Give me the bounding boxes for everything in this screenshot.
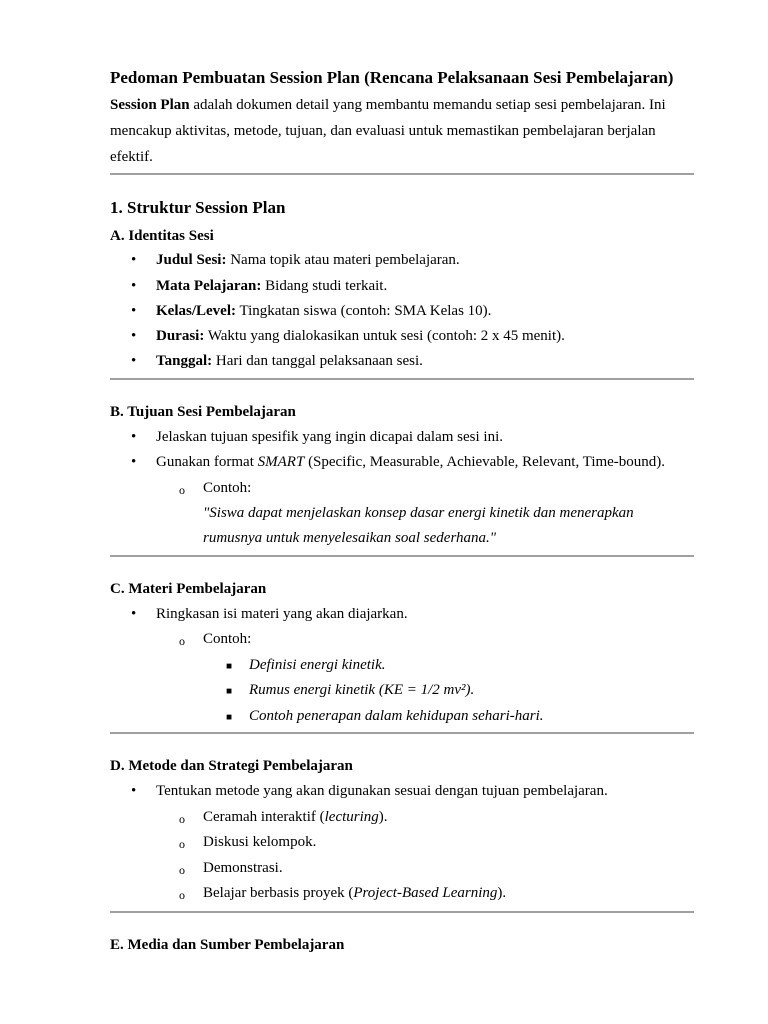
bullet-icon	[131, 302, 136, 320]
list-item	[156, 302, 491, 320]
intro-line-1-text: adalah dokumen detail yang membantu memandu setiap sesi pembelajaran. Ini	[189, 97, 666, 113]
square-bullet-icon: ■	[226, 712, 233, 723]
circle-bullet-icon: o	[179, 812, 185, 826]
example-quote-line-2: rumusnya untuk menyelesaikan soal sederhana."	[203, 530, 497, 546]
sub-list-item	[203, 884, 506, 902]
intro-line-2: mencakup aktivitas, metode, tujuan, dan evaluasi untuk memastikan pembelajaran berjalan	[110, 123, 656, 139]
item-text: ).	[378, 809, 388, 825]
example-quote-line-1: "Siswa dapat menjelaskan konsep dasar energi kinetik dan menerapkan	[203, 505, 634, 521]
section-heading: 1. Struktur Session Plan	[110, 198, 286, 217]
intro-line-3: efektif.	[110, 149, 153, 165]
item-text: Waktu yang dialokasikan untuk sesi (contoh: 2 x 45 menit).	[204, 328, 565, 344]
list-item	[156, 352, 423, 370]
item-text: (Specific, Measurable, Achievable, Relevant, Time-bound).	[304, 454, 666, 470]
sub-sub-list-item: Contoh penerapan dalam kehidupan sehari-hari.	[249, 708, 544, 724]
divider	[110, 732, 694, 734]
item-text: Belajar berbasis proyek (	[203, 885, 354, 901]
item-emphasis: SMART	[257, 454, 305, 470]
intro-term: Session Plan	[110, 97, 190, 113]
circle-bullet-icon: o	[179, 837, 185, 851]
item-text: Nama topik atau materi pembelajaran.	[226, 252, 460, 268]
item-text: Gunakan format	[156, 454, 258, 470]
bullet-icon	[131, 277, 136, 295]
bullet-icon	[131, 605, 136, 623]
circle-bullet-icon: o	[179, 863, 185, 877]
item-text: Ceramah interaktif (	[203, 809, 325, 825]
circle-bullet-icon: o	[179, 483, 185, 497]
subsection-heading-d: D. Metode dan Strategi Pembelajaran	[110, 758, 353, 774]
list-item: Tentukan metode yang akan digunakan sesuai dengan tujuan pembelajaran.	[156, 783, 608, 799]
circle-bullet-icon: o	[179, 634, 185, 648]
bullet-icon	[131, 782, 136, 800]
bullet-icon	[131, 327, 136, 345]
sub-list-item: Diskusi kelompok.	[203, 834, 317, 850]
subsection-heading-e: E. Media dan Sumber Pembelajaran	[110, 937, 345, 953]
item-emphasis: lecturing	[324, 809, 379, 825]
subsection-heading-c: C. Materi Pembelajaran	[110, 581, 267, 597]
sub-list-item: Contoh:	[203, 480, 252, 496]
sub-list-item: Contoh:	[203, 631, 252, 647]
divider	[110, 378, 694, 380]
square-bullet-icon: ■	[226, 686, 233, 697]
bullet-icon	[131, 428, 136, 446]
item-label: Mata Pelajaran:	[156, 278, 262, 294]
bullet-icon	[131, 453, 136, 471]
item-label: Judul Sesi:	[156, 252, 227, 268]
document-title: Pedoman Pembuatan Session Plan (Rencana Pelaksanaan Sesi Pembelajaran)	[110, 68, 674, 87]
item-emphasis: Project-Based Learning	[353, 885, 498, 901]
divider	[110, 555, 694, 557]
bullet-icon	[131, 352, 136, 370]
subsection-heading-b: B. Tujuan Sesi Pembelajaran	[110, 404, 296, 420]
item-text: Tingkatan siswa (contoh: SMA Kelas 10).	[235, 303, 492, 319]
list-item	[156, 327, 565, 345]
item-label: Durasi:	[156, 328, 205, 344]
intro-line-1	[110, 96, 666, 114]
square-bullet-icon: ■	[226, 661, 233, 672]
list-item	[156, 453, 665, 471]
sub-list-item	[203, 808, 388, 826]
list-item: Jelaskan tujuan spesifik yang ingin dicapai dalam sesi ini.	[156, 429, 504, 445]
item-label: Kelas/Level:	[156, 303, 236, 319]
bullet-icon	[131, 251, 136, 269]
sub-sub-list-item: Rumus energi kinetik (KE = 1/2 mv²).	[249, 682, 475, 698]
list-item: Ringkasan isi materi yang akan diajarkan.	[156, 606, 408, 622]
sub-list-item: Demonstrasi.	[203, 860, 283, 876]
item-text: Bidang studi terkait.	[261, 278, 388, 294]
sub-sub-list-item: Definisi energi kinetik.	[249, 657, 386, 673]
list-item	[156, 251, 460, 269]
item-label: Tanggal:	[156, 353, 213, 369]
item-text: Hari dan tanggal pelaksanaan sesi.	[212, 353, 423, 369]
divider	[110, 173, 694, 175]
subsection-heading-a: A. Identitas Sesi	[110, 228, 214, 244]
circle-bullet-icon: o	[179, 888, 185, 902]
item-text: ).	[497, 885, 507, 901]
divider	[110, 911, 694, 913]
list-item	[156, 277, 387, 295]
